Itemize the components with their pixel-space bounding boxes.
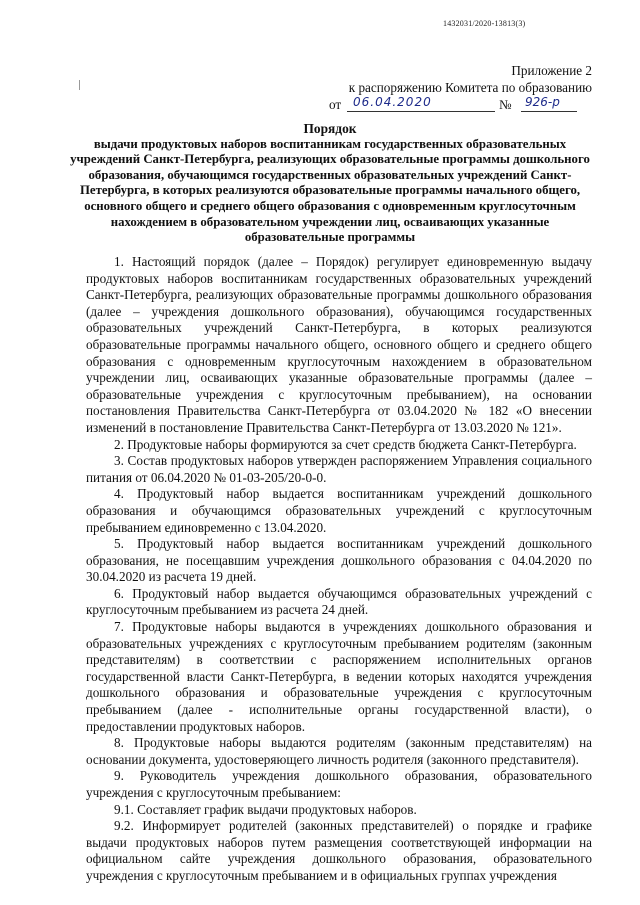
paragraph-9-1: 9.1. Составляет график выдачи продуктовых наборов. (114, 801, 417, 817)
appendix-block (292, 62, 592, 116)
paragraph-9-2: 9.2. Информирует родителей (законных представителей) о порядке и графике выдачи продуктовых наборов путем размещения соответствующей информации на официальном сайте учреждения дошкольного образования, образовательного учреждения с круглосуточным пребыванием и в официальных группах учреждения (86, 818, 592, 883)
paragraph-8: 8. Продуктовые наборы выдаются родителям (законным представителям) на основании документа, удостоверяющего личность родителя (законного представителя). (86, 735, 592, 767)
document-number: 1432031/2020-13813(3) (443, 19, 526, 28)
title-heading: Порядок (303, 121, 357, 136)
appendix-reference: к распоряжению Комитета по образованию (348, 80, 592, 95)
number-label: № (499, 97, 512, 112)
appendix-title: Приложение 2 (511, 63, 592, 78)
paragraph-5: 5. Продуктовый набор выдается воспитанникам учреждений дошкольного образования, не посещавшим учреждения дошкольного образования с 04.04.2020 по 30.04.2020 из расчета 19 дней. (86, 536, 592, 585)
document-title (60, 121, 600, 246)
title-text: выдачи продуктовых наборов воспитанникам государственных образовательных учреждений Санкт-Петербурга, реализующих образовательные программы дошкольного образования, обучающимся государственных образовательных учреждений Санкт-Петербурга, в которых реализуются образовательные программы начального общего, основного общего и среднего общего образования с одновременным круглосуточным нахождением в образовательном учреждении лиц, осваивающих указанные образовательные программы (70, 136, 590, 245)
paragraph-6: 6. Продуктовый набор выдается обучающимся образовательных учреждений с круглосуточным пребыванием из расчета 24 дней. (86, 585, 592, 618)
paragraph-2: 2. Продуктовые наборы формируются за счет средств бюджета Санкт-Петербурга. (114, 436, 577, 452)
handwritten-date: 06.04.2020 (347, 94, 495, 112)
appendix-date-line (292, 96, 592, 116)
paragraph-1: 1. Настоящий порядок (далее – Порядок) регулирует единовременную выдачу продуктовых наборов воспитанникам государственных образовательных учреждений Санкт-Петербурга, реализующих образовательные программы дошкольного образования (далее – учреждения дошкольного образования), обучающимся государственных образовательных учреждений Санкт-Петербурга, в которых реализуются образовательные программы начального общего, основного общего и среднего общего образования с одновременным круглосуточным нахождением в образовательном учреждении лиц, осваивающих указанные образовательные программы (далее – образовательные учреждения с круглосуточным пребыванием), на основании постановления Правительства Санкт-Петербурга от 03.04.2020 № 182 «О внесении изменений в постановление Правительства Санкт-Петербурга от 13.03.2020 № 121». (86, 254, 592, 435)
handwritten-number: 926-р (521, 94, 577, 112)
paragraph-4: 4. Продуктовый набор выдается воспитанникам учреждений дошкольного образования и обучающимся образовательных учреждений с круглосуточным пребыванием единовременно с 13.04.2020. (86, 486, 592, 535)
paragraph-3: 3. Состав продуктовых наборов утвержден распоряжением Управления социального питания от 06.04.2020 № 01-03-205/20-0-0. (86, 453, 592, 485)
paragraph-9: 9. Руководитель учреждения дошкольного образования, образовательного учреждения с круглосуточным пребыванием: (86, 768, 592, 800)
from-label: от (329, 97, 342, 112)
scan-mark (79, 80, 80, 90)
paragraph-7: 7. Продуктовые наборы выдаются в учреждениях дошкольного образования и образовательных учреждениях с круглосуточным пребыванием родителям (законным представителям) в соответствии с распоряжением исполнительных органов государственной власти Санкт-Петербурга, в ведении которых находятся учреждения дошкольного образования и образовательные учреждения с круглосуточным пребыванием (далее - исполнительные органы государственной власти), о предоставлении продуктовых наборов. (86, 619, 592, 734)
document-body (86, 254, 592, 885)
